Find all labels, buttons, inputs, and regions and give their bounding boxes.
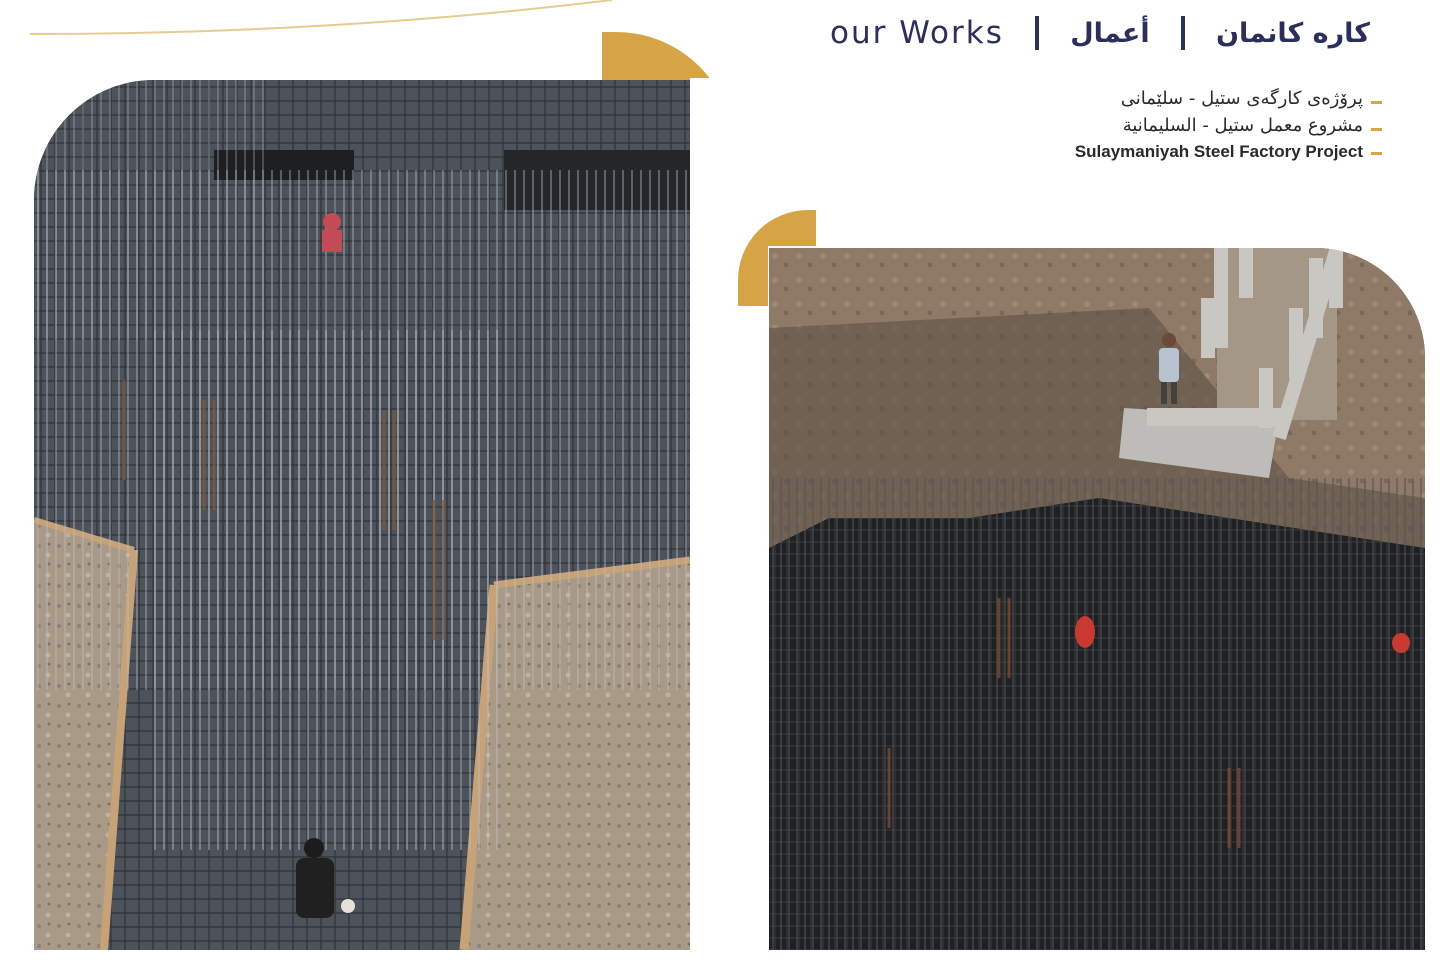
- bullet-dash: [1371, 101, 1382, 104]
- title-kurdish: كاره كانمان: [1216, 17, 1370, 49]
- photo-illustration: [34, 80, 690, 950]
- project-name-text: پرۆژەی کارگەی ستیل - سلێمانی: [1120, 88, 1363, 109]
- bullet-dash: [1371, 128, 1382, 131]
- photo-illustration: [769, 248, 1425, 950]
- decorative-top-arc: [0, 0, 640, 60]
- title-english: our Works: [830, 15, 1004, 51]
- project-name-arabic: [1123, 115, 1382, 136]
- rebar-foundation-aerial-photo: [34, 80, 690, 950]
- title-divider: [1035, 16, 1039, 50]
- title-arabic: أعمال: [1070, 17, 1150, 49]
- project-name-list: [962, 88, 1382, 162]
- project-name-text: Sulaymaniyah Steel Factory Project: [1074, 142, 1363, 161]
- title-divider: [1181, 16, 1185, 50]
- project-name-text: مشروع معمل ستيل - السليمانية: [1122, 115, 1363, 136]
- gold-accent-mask: [690, 78, 750, 218]
- page-title: [830, 10, 1370, 56]
- excavation-rebar-foundation-photo: [769, 248, 1425, 950]
- project-name-english: [1075, 142, 1382, 162]
- bullet-dash: [1371, 152, 1382, 155]
- project-name-kurdish: [1121, 88, 1382, 109]
